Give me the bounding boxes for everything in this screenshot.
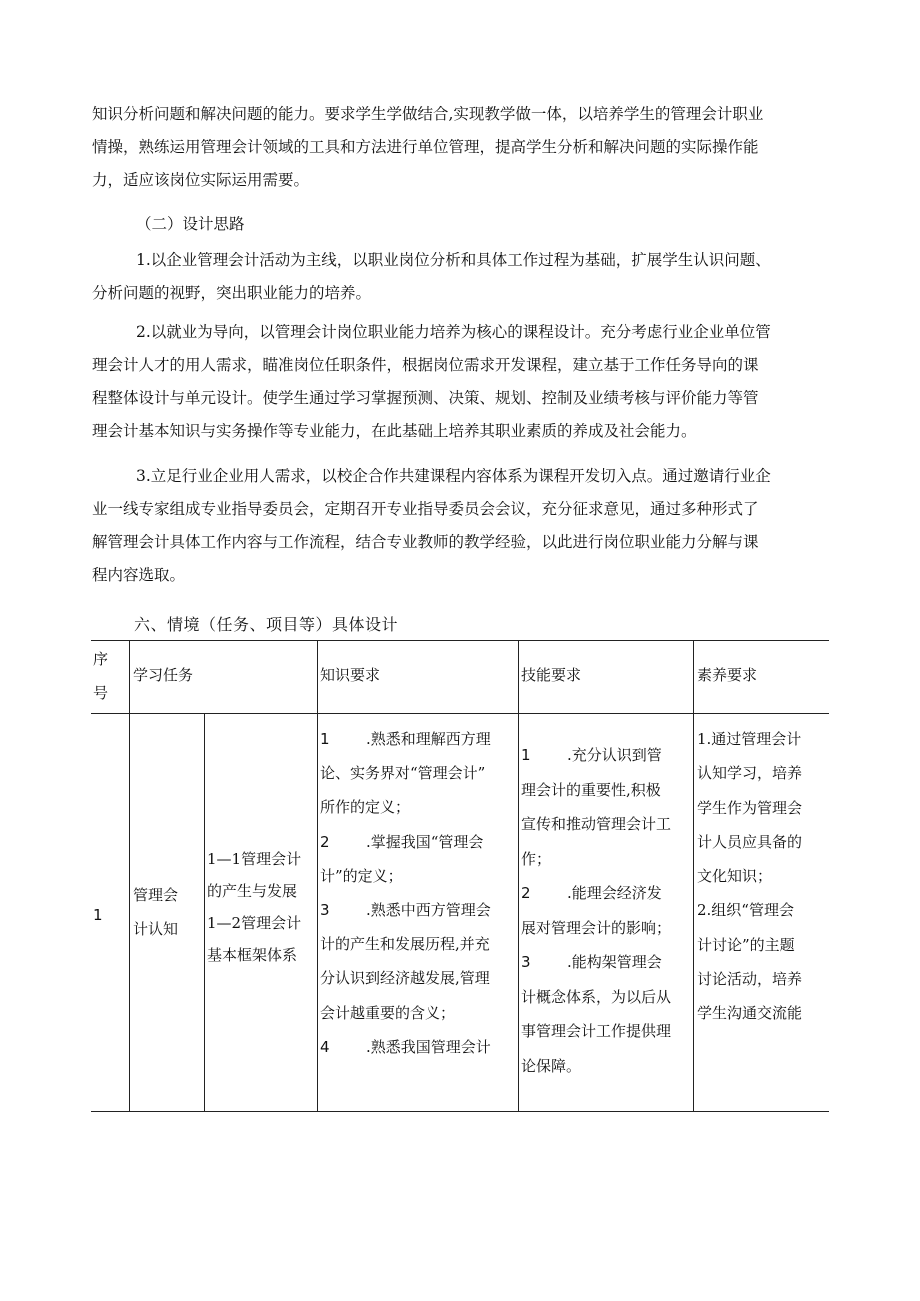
text-line: 程整体设计与单元设计。使学生通过学习掌握预测、决策、规划、控制及业绩考核与评价能力等管 [92,389,759,407]
point-3-paragraph [92,460,830,592]
text-line: 力，适应该岗位实际运用需要。 [92,171,310,189]
text-line: 理会计人才的用人需求，瞄准岗位任职条件，根据岗位需求开发课程，建立基于工作任务导向的课 [92,356,759,374]
row1-subtasks: 1—1管理会计 的产生与发展 1—2管理会计 基本框架体系 [207,850,302,964]
text-line: 知识分析问题和解决问题的能力。要求学生学做结合,实现教学做一体，以培养学生的管理会计职业 [92,105,764,123]
table-rule-header [91,713,829,714]
design-heading: （二）设计思路 [136,215,245,233]
design-table [91,640,829,1112]
text-line: 2.以就业为导向，以管理会计岗位职业能力培养为核心的课程设计。充分考虑行业企业单位管 [136,323,771,341]
table-col-divider [129,640,130,1112]
table-rule-top [91,640,829,641]
table-col-divider [317,640,318,1112]
text-line: 情操，熟练运用管理会计领域的工具和方法进行单位管理，提高学生分析和解决问题的实际操作能 [92,138,759,156]
section-6-title: 六、情境（任务、项目等）具体设计 [134,615,399,634]
table-col-divider [204,713,205,1112]
text-line: 程内容选取。 [92,566,186,584]
table-col-divider [518,640,519,1112]
point-2-paragraph [92,316,830,448]
text-line: 分析问题的视野，突出职业能力的培养。 [92,284,372,302]
row1-task-name: 管理会 计认知 [133,886,179,938]
header-seq: 序 号 [93,650,109,702]
text-line: 理会计基本知识与实务操作等专业能力，在此基础上培养其职业素质的养成及社会能力。 [92,422,697,440]
design-heading-block [92,208,830,241]
row1-knowledge: 1 .熟悉和理解西方理 论、实务界对“管理会计” 所作的定义； 2 .掌握我国“管理会 计”的定义； 3 .熟悉中西方管理会 计的产生和发展历程,并充 分认识到经济越发展,管理 会计越重要的含义； 4 .熟悉我国管理会计 [320,730,491,1056]
text-line: 1.以企业管理会计活动为主线，以职业岗位分析和具体工作过程为基础，扩展学生认识问题、 [136,251,771,269]
text-line: 解管理会计具体工作内容与工作流程，结合专业教师的教学经验，以此进行岗位职业能力分解与课 [92,533,759,551]
header-quality: 素养要求 [697,666,758,684]
header-knowledge: 知识要求 [320,666,381,684]
point-1-paragraph [92,244,830,310]
intro-paragraph [92,98,830,197]
row1-quality: 1.通过管理会计 认知学习，培养 学生作为管理会 计人员应具备的 文化知识； 2.组织“管理会 计讨论”的主题 讨论活动，培养 学生沟通交流能 [697,730,803,1023]
header-task: 学习任务 [133,666,194,684]
text-line: 3.立足行业企业用人需求，以校企合作共建课程内容体系为课程开发切入点。通过邀请行业企 [136,467,771,485]
row1-skill: 1 .充分认识到管 理会计的重要性,积极 宣传和推动管理会计工 作； 2 .能理会经济发 展对管理会计的影响； 3 .能构架管理会 计概念体系，为以后从 事管理会计工作提供理 论保障。 [521,746,672,1075]
row1-seq: 1 [93,906,103,924]
table-rule-bottom [91,1111,829,1112]
table-col-divider [693,640,694,1112]
header-skill: 技能要求 [521,666,582,684]
text-line: 业一线专家组成专业指导委员会，定期召开专业指导委员会会议，充分征求意见，通过多种形式了 [92,500,759,518]
